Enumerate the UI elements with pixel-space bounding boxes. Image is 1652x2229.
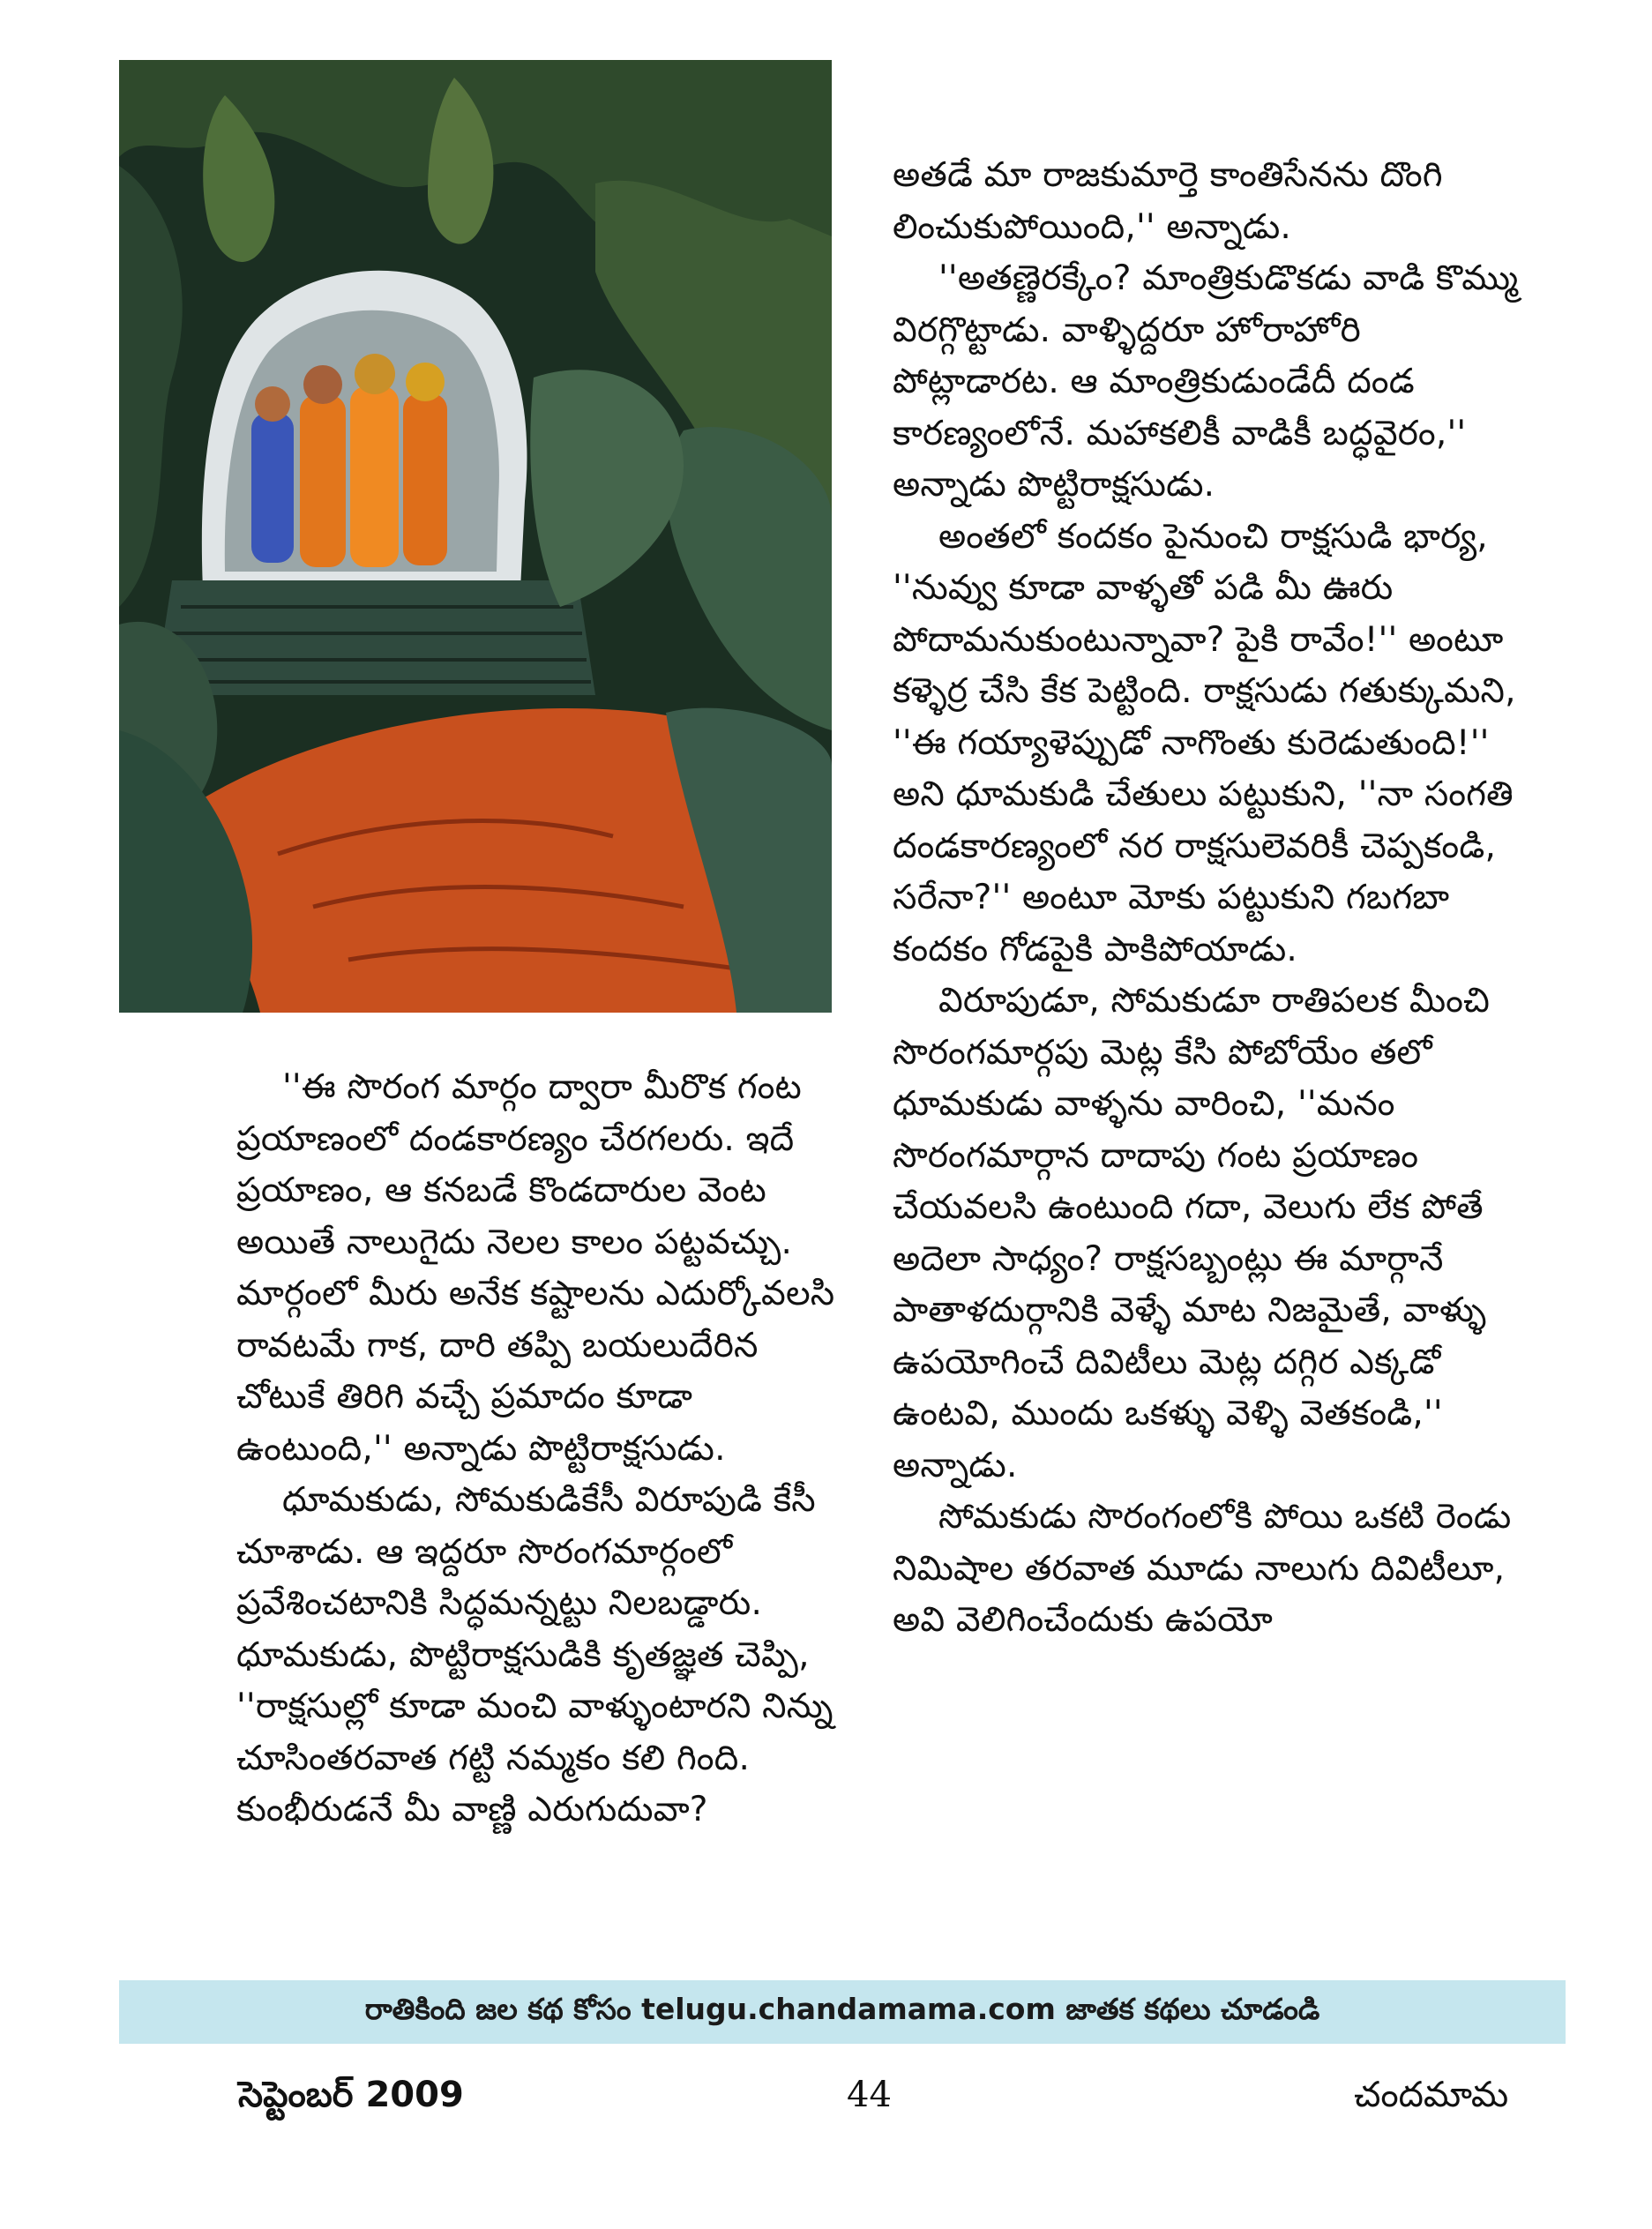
- paragraph: అతడే మా రాజకుమార్తె కాంతిసేనను దొంగి లించుకుపోయింది,'' అన్నాడు.: [893, 155, 1443, 247]
- paragraph: ''అతణ్ణెరక్కేం? మాంత్రికుడొకడు వాడి కొమ్ము విరగ్గొట్టాడు. వాళ్ళిద్దరూ హోరాహోరి పోట్లాడారట. ఆ మాంత్రికుడుండేదీ దండ కారణ్యంలోనే. మహాకలికీ వాడికీ బద్ధవైరం,'' అన్నాడు పొట్టిరాక్షసుడు.: [893, 258, 1519, 505]
- story-illustration: [119, 60, 832, 1013]
- paragraph: ధూమకుడు, సోమకుడికేసీ విరూపుడి కేసీ చూశాడు. ఆ ఇద్దరూ సొరంగమార్గంలో ప్రవేశించటానికి సిద్ధమన్నట్టు నిలబడ్డారు. ధూమకుడు, పొట్టిరాక్షసుడికి కృతజ్ఞత చెప్పి, ''రాక్షసుల్లో కూడా మంచి వాళ్ళుంటారని నిన్ను చూసింతరవాత గట్టి నమ్మకం కలి గింది. కుంభీరుడనే మీ వాణ్ణి ఎరుగుదువా?: [236, 1480, 833, 1829]
- magazine-name: చందమామ: [1354, 2075, 1509, 2115]
- footer-issue-date: సెప్టెంబర్ 2009: [238, 2075, 464, 2115]
- paragraph: సోమకుడు సొరంగంలోకి పోయి ఒకటి రెండు నిమిషాల తరవాత మూడు నాలుగు దివిటీలూ, అవి వెలిగించేందుకు ఉపయో: [893, 1497, 1512, 1640]
- promo-banner-text: రాతికింది జల కథ కోసం telugu.chandamama.com జాతక కథలు చూడండి: [364, 1991, 1320, 2026]
- paragraph: ''ఈ సొరంగ మార్గం ద్వారా మీరొక గంట ప్రయాణంలో దండకారణ్యం చేరగలరు. ఇదే ప్రయాణం, ఆ కనబడే కొండదారుల వెంట అయితే నాలుగైదు నెలల కాలం పట్టవచ్చు. మార్గంలో మీరు అనేక కష్టాలను ఎదుర్కోవలసి రావటమే గాక, దారి తప్పి బయలుదేరిన చోటుకే తిరిగి వచ్చే ప్రమాదం కూడా ఉంటుంది,'' అన్నాడు పొట్టిరాక్షసుడు.: [236, 1067, 835, 1469]
- paragraph: అంతలో కందకం పైనుంచి రాక్షసుడి భార్య, ''నువ్వు కూడా వాళ్ళతో పడి మీ ఊరు పోదామనుకుంటున్నావా? పైకి రావేం!'' అంటూ కళ్ళెర్ర చేసి కేక పెట్టింది. రాక్షసుడు గతుక్కుమని, ''ఈ గయ్యాళెప్పుడో నాగొంతు కురెడుతుంది!'' అని ధూమకుడి చేతులు పట్టుకుని, ''నా సంగతి దండకారణ్యంలో నర రాక్షసులెవరికీ చెప్పకండి, సరేనా?'' అంటూ మోకు పట్టుకుని గబగబా కందకం గోడపైకి పాకిపోయాడు.: [893, 516, 1516, 969]
- page-number: 44: [847, 2075, 892, 2115]
- left-text-column: [236, 1062, 854, 1836]
- right-text-column: [893, 150, 1528, 1647]
- cave-scene-image: [119, 60, 832, 1013]
- promo-banner: [119, 1980, 1566, 2044]
- paragraph: విరూపుడూ, సోమకుడూ రాతిపలక మీంచి సొరంగమార్గపు మెట్ల కేసి పోబోయేం తలో ధూమకుడు వాళ్ళను వారించి, ''మనం సొరంగమార్గాన దాదాపు గంట ప్రయాణం చేయవలసి ఉంటుంది గదా, వెలుగు లేక పోతే అదెలా సాధ్యం? రాక్షసబ్బంట్లు ఈ మార్గానే పాతాళదుర్గానికి వెళ్ళే మాట నిజమైతే, వాళ్ళు ఉపయోగించే దివిటీలు మెట్ల దగ్గిర ఎక్కడో ఉంటవి, ముందు ఒకళ్ళు వెళ్ళి వెతకండి,'' అన్నాడు.: [893, 981, 1491, 1485]
